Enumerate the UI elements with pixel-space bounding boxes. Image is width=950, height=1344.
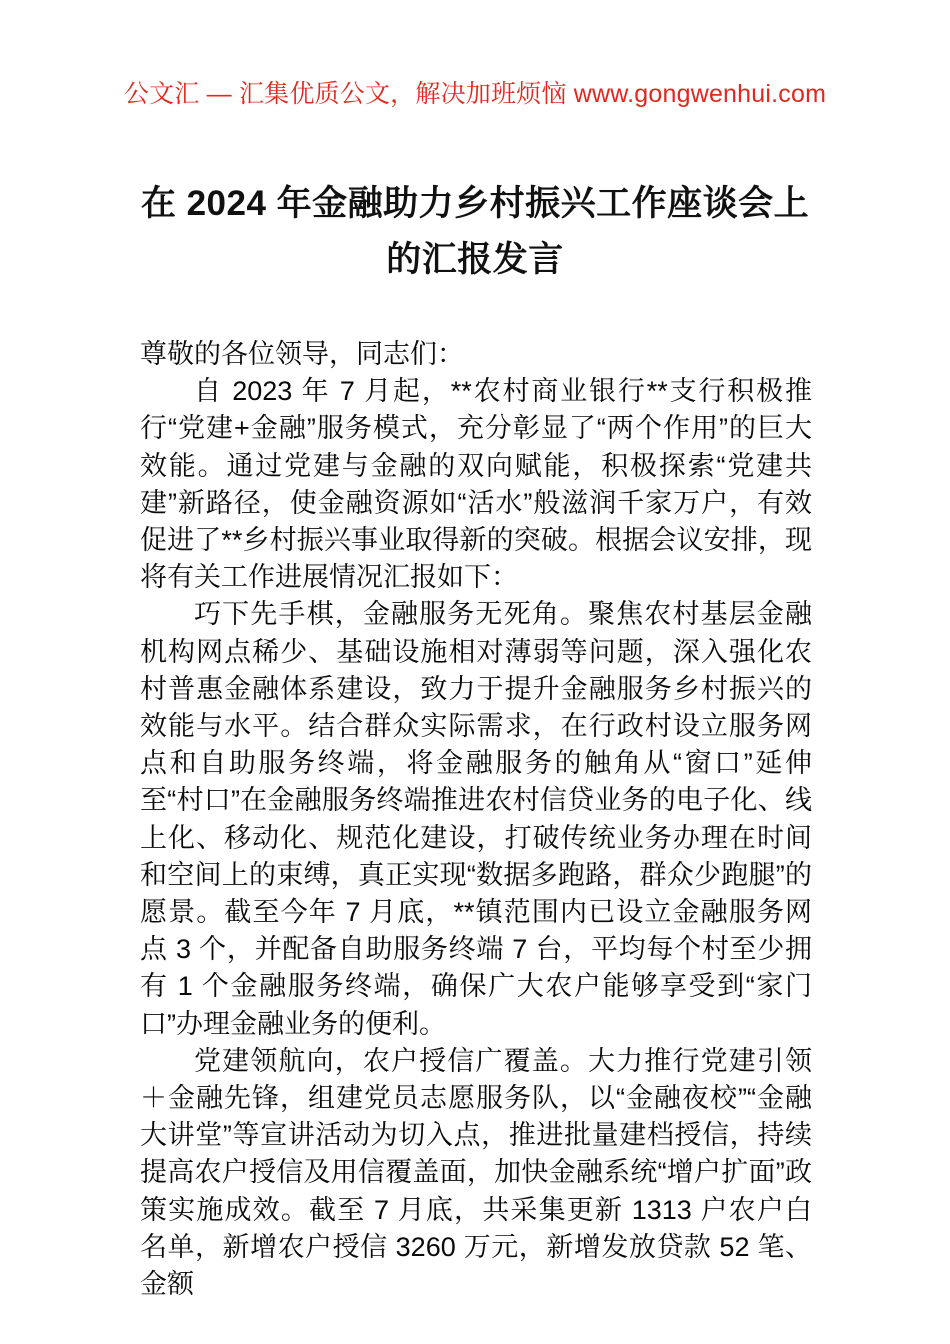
document-body: [140, 336, 812, 1303]
document-title: [120, 176, 830, 288]
paragraph-opening: 自 2023 年 7 月起，**农村商业银行**支行积极推行“党建+金融”服务模式，充分彰显了“两个作用”的巨大效能。通过党建与金融的双向赋能，积极探索“党建共建”新路径，使金融资源如“活水”般滋润千家万户，有效促进了**乡村振兴事业取得新的突破。根据会议安排，现将有关工作进展情况汇报如下：: [140, 376, 812, 593]
header-watermark: [0, 78, 950, 110]
document-title-line-2: 的汇报发言: [386, 240, 564, 279]
watermark-url-text: www.gongwenhui.com: [573, 80, 827, 108]
watermark-brand-text: 公文汇 — 汇集优质公文，解决加班烦恼: [123, 80, 567, 108]
paragraph-section-2: 党建领航向，农户授信广覆盖。大力推行党建引领＋金融先锋，组建党员志愿服务队，以“金融夜校”“金融大讲堂”等宣讲活动为切入点，推进批量建档授信，持续提高农户授信及用信覆盖面，加快金融系统“增户扩面”政策实施成效。截至 7 月底，共采集更新 1313 户农户白名单，新增农户授信 3260 万元，新增发放贷款 52 笔、金额: [140, 1045, 812, 1300]
document-title-line-1: 在 2024 年金融助力乡村振兴工作座谈会上: [140, 184, 810, 223]
paragraph-salutation: 尊敬的各位领导，同志们：: [140, 339, 464, 369]
paragraph-section-1: 巧下先手棋，金融服务无死角。聚焦农村基层金融机构网点稀少、基础设施相对薄弱等问题，深入强化农村普惠金融体系建设，致力于提升金融服务乡村振兴的效能与水平。结合群众实际需求，在行政村设立服务网点和自助服务终端，将金融服务的触角从“窗口”延伸至“村口”在金融服务终端推进农村信贷业务的电子化、线上化、移动化、规范化建设，打破传统业务办理在时间和空间上的束缚，真正实现“数据多跑路，群众少跑腿”的愿景。截至今年 7 月底，**镇范围内已设立金融服务网点 3 个，并配备自助服务终端 7 台，平均每个村至少拥有 1 个金融服务终端，确保广大农户能够享受到“家门口”办理金融业务的便利。: [140, 599, 812, 1039]
